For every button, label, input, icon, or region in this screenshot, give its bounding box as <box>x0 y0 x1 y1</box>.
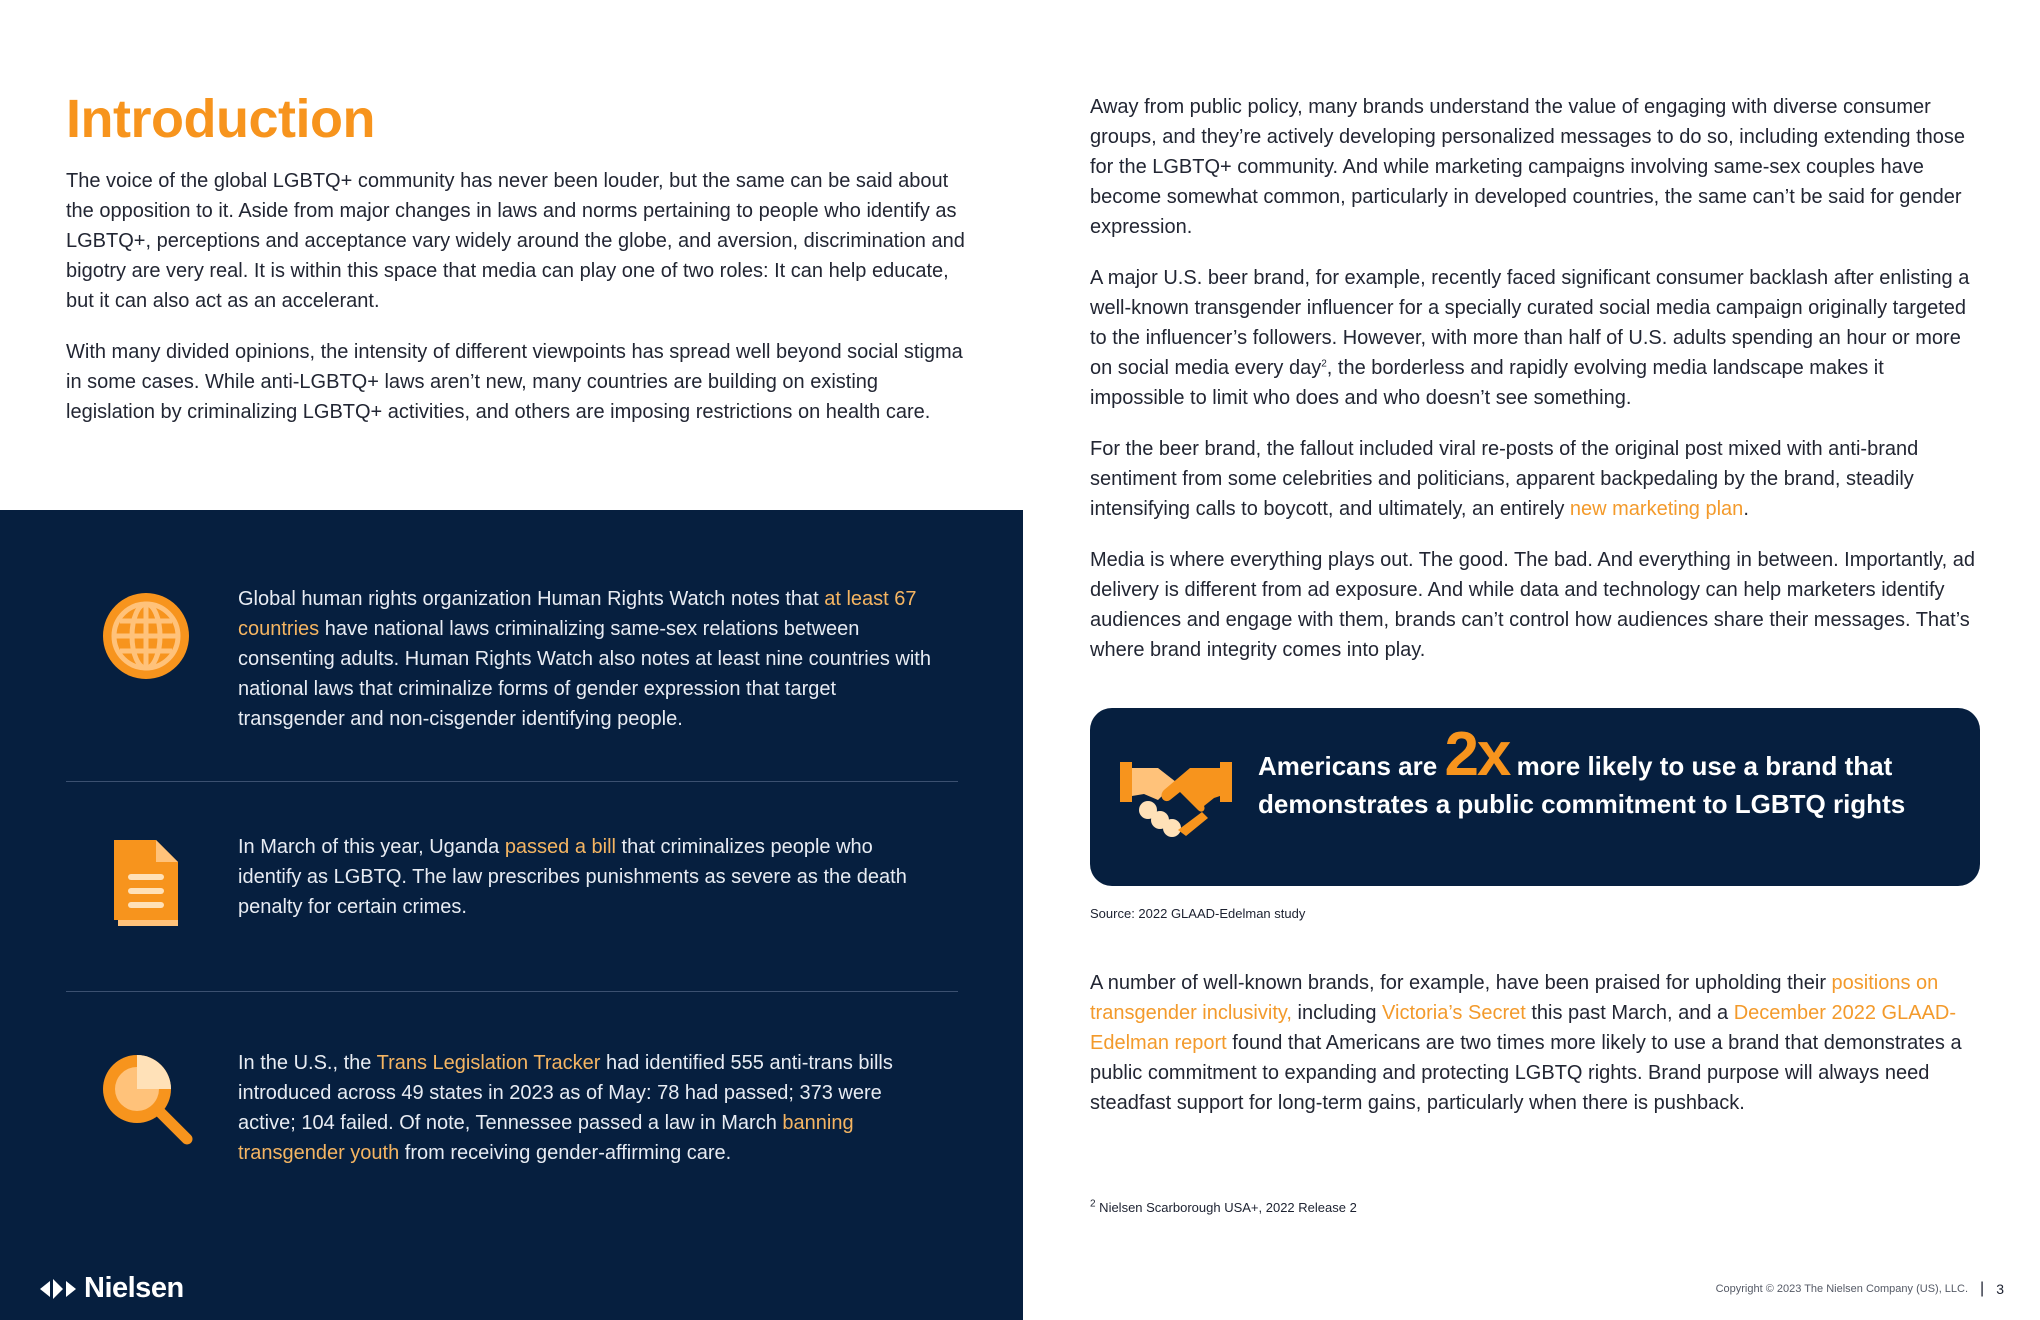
callout-stat-2x: 2x <box>1444 720 1510 789</box>
callout-statement: Americans are 2x more likely to use a brand that demonstrates a public commitment to LGBTQ rights <box>1258 720 1906 819</box>
intro-text <box>66 166 966 448</box>
page-title: Introduction <box>66 89 375 149</box>
brand-purpose-paragraph: A number of well-known brands, for example, have been praised for upholding their positions on transgender inclusivity, including Victoria’s Secret this past March, and a December 2022 GLAAD-Edelman report found that Americans are two times more likely to use a brand that demonstrates a public commitment to expanding and protecting LGBTQ rights. Brand purpose will always need steadfast support for long-term gains, particularly when there is pushback. <box>1090 972 1962 1114</box>
footnote: $^2$ Nielsen Scarborough USA+, 2022 Release 2 <box>1090 1198 1357 1215</box>
fact-uganda: In March of this year, Uganda passed a bill that criminalizes people who identify as LGBTQ. The law prescribes punishments as severe as the death penalty for certain crimes. <box>238 836 907 918</box>
facts-panel <box>0 510 1023 1320</box>
right-paragraph-4: Media is where everything plays out. The good. The bad. And everything in between. Importantly, ad delivery is different from ad exposure. And while data and technology can help marketers identify audiences and engage with them, brands can’t control how audiences share their messages. That’s where brand integrity comes into play. <box>1090 549 1975 661</box>
link-passed-a-bill[interactable]: passed a bill <box>504 836 616 858</box>
source-note: Source: 2022 GLAAD-Edelman study <box>1090 906 1306 921</box>
link-positions-on-transgender-inclusivity[interactable]: positions on transgender inclusivity, <box>1090 972 1939 1024</box>
link-victorias-secret[interactable]: Victoria’s Secret <box>1382 1002 1526 1024</box>
page-footer <box>1716 1280 2004 1298</box>
right-column-text <box>1090 92 1980 686</box>
page-number: 3 <box>1996 1281 2004 1297</box>
link-trans-legislation-tracker[interactable]: Trans Legislation Tracker <box>376 1052 601 1074</box>
footer-separator: | <box>1980 1280 1985 1297</box>
footnote-ref: 2 <box>1321 358 1327 370</box>
stat-callout <box>1090 708 1980 886</box>
link-glaad-edelman-report[interactable]: December 2022 GLAAD-Edelman report <box>1090 1002 1957 1054</box>
link-67-countries[interactable]: at least 67 countries <box>238 588 917 640</box>
intro-paragraph-2: With many divided opinions, the intensity of different viewpoints has spread well beyond social stigma in some cases. While anti-LGBTQ+ laws aren’t new, many countries are building on existing legislation by criminalizing LGBTQ+ activities, and others are imposing restrictions on health care. <box>66 341 963 423</box>
right-paragraph-1: Away from public policy, many brands understand the value of engaging with diverse consumer groups, and they’re actively developing personalized messages to do so, including extending those for the LGBTQ+ community. And while marketing campaigns involving same-sex couples have become somewhat common, particularly in developed countries, the same can’t be said for gender expression. <box>1090 96 1965 238</box>
intro-paragraph-1: The voice of the global LGBTQ+ community has never been louder, but the same can be said about the opposition to it. Aside from major changes in laws and norms pertaining to people who identify as LGBTQ+, perceptions and acceptance vary widely around the globe, and aversion, discrimination and bigotry are very real. It is within this space that media can play one of two roles: It can help educate, but it can also act as an accelerant. <box>66 170 965 312</box>
divider <box>66 781 958 782</box>
handshake-icon <box>1118 756 1234 840</box>
globe-icon <box>101 591 191 681</box>
nielsen-logo <box>38 1272 184 1305</box>
fact-human-rights-watch: Global human rights organization Human Rights Watch notes that at least 67 countries have national laws criminalizing same-sex relations between consenting adults. Human Rights Watch also notes at least nine countries with national laws that criminalize forms of gender expression that target transgender and non-cisgender identifying people. <box>238 588 931 730</box>
copyright-text: Copyright © 2023 The Nielsen Company (US), LLC. <box>1715 1283 1969 1295</box>
link-banning-transgender-youth[interactable]: banning transgender youth <box>238 1112 854 1164</box>
right-paragraph-2: A major U.S. beer brand, for example, recently faced significant consumer backlash after enlisting a well-known transgender influencer for a specially curated social media campaign originally targeted to the influencer’s followers. However, with more than half of U.S. adults spending an hour or more on social media every day$^2$, the borderless and rapidly evolving media landscape makes it impossible to limit who does and who doesn’t see something. <box>1090 267 1970 409</box>
nielsen-logo-icon <box>38 1277 78 1301</box>
link-new-marketing-plan[interactable]: new marketing plan <box>1569 498 1744 520</box>
document-icon <box>112 838 184 928</box>
fact-trans-legislation: In the U.S., the Trans Legislation Tracker had identified 555 anti-trans bills introduced across 49 states in 2023 as of May: 78 had passed; 373 were active; 104 failed. Of note, Tennessee passed a law in March banning transgender youth from receiving gender-affirming care. <box>238 1052 893 1164</box>
right-paragraph-3: For the beer brand, the fallout included viral re-posts of the original post mixed with anti-brand sentiment from some celebrities and politicians, apparent backpedaling by the brand, steadily intensifying calls to boycott, and ultimately, an entirely new marketing plan. <box>1090 438 1919 520</box>
nielsen-logo-text: Nielsen <box>84 1272 184 1304</box>
divider <box>66 991 958 992</box>
magnifier-icon <box>101 1053 193 1145</box>
